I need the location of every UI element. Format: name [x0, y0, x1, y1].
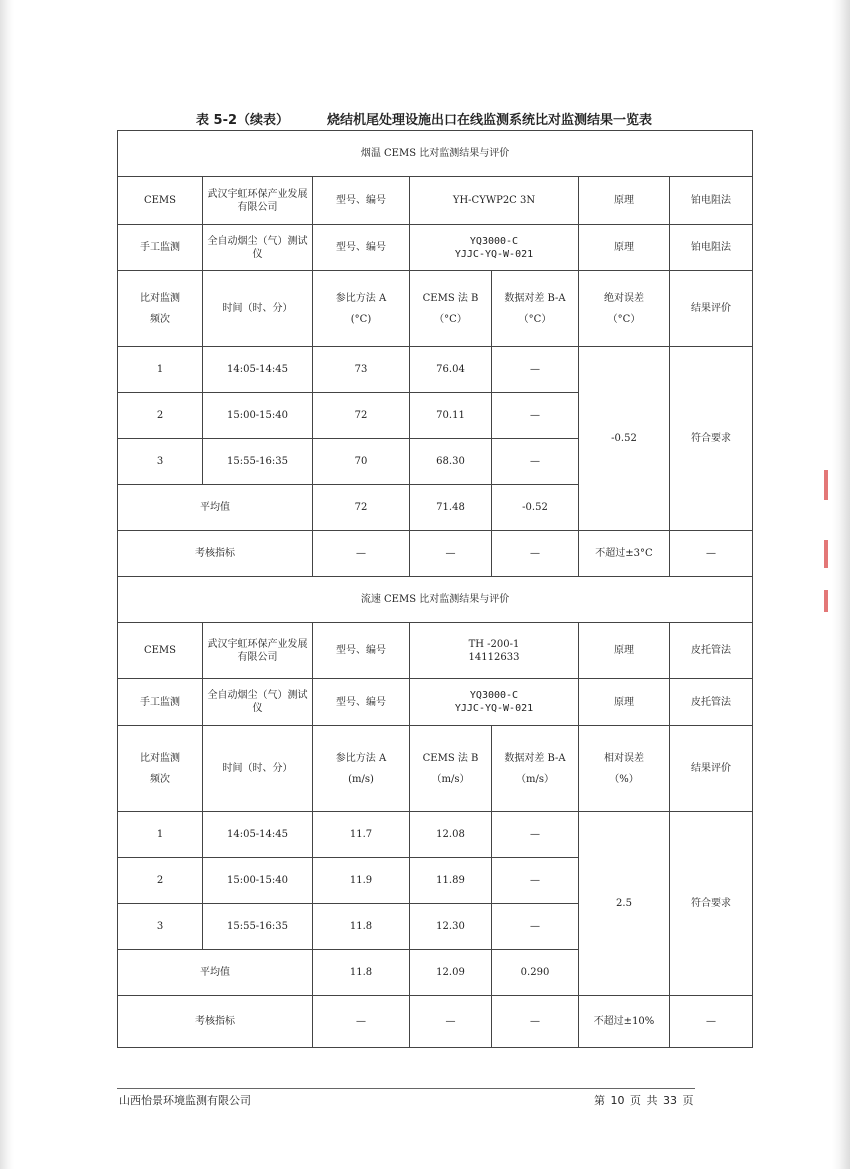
principle-value: 皮托管法: [670, 679, 753, 726]
page-number: 第 10 页 共 33 页: [594, 1094, 694, 1107]
cems-model: YH-CYWP2C 3N: [410, 177, 579, 225]
seal-stain: [824, 590, 828, 612]
principle-label: 原理: [579, 225, 670, 271]
time-header: 时间（时、分）: [203, 726, 313, 812]
manual-model: YQ3000-C YJJC-YQ-W-021: [410, 679, 579, 726]
diff-cell: —: [492, 858, 579, 904]
error-value: -0.52: [579, 347, 670, 531]
principle-label: 原理: [579, 623, 670, 679]
diff-cell: -0.52: [492, 485, 579, 531]
principle-value: 铂电阻法: [670, 225, 753, 271]
criteria-cell: —: [313, 531, 410, 577]
seal-stain: [824, 470, 828, 500]
principle-value: 皮托管法: [670, 623, 753, 679]
section-header-row: [118, 577, 753, 623]
time-cell: 14:05-14:45: [203, 347, 313, 393]
ref-method-header: 参比方法 A (°C): [313, 271, 410, 347]
criteria-cell: —: [492, 996, 579, 1048]
manual-model: YQ3000-C YJJC-YQ-W-021: [410, 225, 579, 271]
comparison-table: [117, 130, 753, 1048]
time-cell: 15:55-16:35: [203, 439, 313, 485]
principle-label: 原理: [579, 679, 670, 726]
cems-value-cell: 12.08: [410, 812, 492, 858]
cems-label: CEMS: [118, 623, 203, 679]
freq-header: 比对监测 频次: [118, 271, 203, 347]
error-header: 相对误差 （%）: [579, 726, 670, 812]
criteria-limit: 不超过±10%: [579, 996, 670, 1048]
criteria-cell: —: [492, 531, 579, 577]
ref-value-cell: 72: [313, 485, 410, 531]
manual-label: 手工监测: [118, 679, 203, 726]
time-cell: 15:55-16:35: [203, 904, 313, 950]
principle-label: 原理: [579, 177, 670, 225]
cems-value-cell: 70.11: [410, 393, 492, 439]
footer-company: 山西怡景环境监测有限公司: [119, 1094, 251, 1107]
manual-device: 全自动烟尘（气）测试仪: [203, 225, 313, 271]
model-label: 型号、编号: [313, 623, 410, 679]
cems-maker: 武汉宇虹环保产业发展有限公司: [203, 177, 313, 225]
criteria-limit: 不超过±3°C: [579, 531, 670, 577]
result-header: 结果评价: [670, 271, 753, 347]
ref-value-cell: 72: [313, 393, 410, 439]
criteria-cell: —: [670, 996, 753, 1048]
model-label: 型号、编号: [313, 679, 410, 726]
cems-label: CEMS: [118, 177, 203, 225]
criteria-row: [118, 531, 753, 577]
diff-header: 数据对差 B-A （°C）: [492, 271, 579, 347]
cems-method-header: CEMS 法 B （m/s）: [410, 726, 492, 812]
ref-value-cell: 11.8: [313, 904, 410, 950]
manual-device: 全自动烟尘（气）测试仪: [203, 679, 313, 726]
cems-info-row: [118, 177, 753, 225]
principle-value: 铂电阻法: [670, 177, 753, 225]
model-label: 型号、编号: [313, 225, 410, 271]
diff-cell: —: [492, 904, 579, 950]
cems-method-header: CEMS 法 B （°C）: [410, 271, 492, 347]
diff-cell: —: [492, 393, 579, 439]
column-header-row: [118, 726, 753, 812]
cems-info-row: [118, 623, 753, 679]
average-label: 平均值: [118, 950, 313, 996]
seal-stain: [824, 540, 828, 568]
cems-value-cell: 12.09: [410, 950, 492, 996]
freq-cell: 1: [118, 347, 203, 393]
criteria-cell: —: [313, 996, 410, 1048]
cems-value-cell: 12.30: [410, 904, 492, 950]
ref-value-cell: 11.9: [313, 858, 410, 904]
error-value: 2.5: [579, 812, 670, 996]
footer-rule: [117, 1088, 695, 1089]
cems-model: TH -200-1 14112633: [410, 623, 579, 679]
time-header: 时间（时、分）: [203, 271, 313, 347]
cems-maker: 武汉宇虹环保产业发展有限公司: [203, 623, 313, 679]
freq-cell: 3: [118, 439, 203, 485]
section-title: 烟温 CEMS 比对监测结果与评价: [118, 131, 753, 177]
section-header-row: [118, 131, 753, 177]
diff-cell: —: [492, 812, 579, 858]
table-number: 表 5-2（续表）: [196, 113, 290, 128]
column-header-row: [118, 271, 753, 347]
criteria-cell: —: [410, 531, 492, 577]
result-value: 符合要求: [670, 812, 753, 996]
cems-value-cell: 76.04: [410, 347, 492, 393]
freq-cell: 2: [118, 393, 203, 439]
freq-cell: 2: [118, 858, 203, 904]
criteria-label: 考核指标: [118, 996, 313, 1048]
model-label: 型号、编号: [313, 177, 410, 225]
ref-value-cell: 11.8: [313, 950, 410, 996]
manual-info-row: [118, 225, 753, 271]
table-caption: [196, 109, 696, 127]
ref-method-header: 参比方法 A (m/s): [313, 726, 410, 812]
scan-shadow-left: [0, 0, 14, 1169]
criteria-row: [118, 996, 753, 1048]
average-label: 平均值: [118, 485, 313, 531]
criteria-cell: —: [670, 531, 753, 577]
diff-cell: —: [492, 439, 579, 485]
cems-value-cell: 71.48: [410, 485, 492, 531]
result-value: 符合要求: [670, 347, 753, 531]
freq-header: 比对监测 频次: [118, 726, 203, 812]
result-header: 结果评价: [670, 726, 753, 812]
freq-cell: 3: [118, 904, 203, 950]
scan-shadow-right: [832, 0, 850, 1169]
cems-value-cell: 11.89: [410, 858, 492, 904]
manual-info-row: [118, 679, 753, 726]
time-cell: 15:00-15:40: [203, 393, 313, 439]
section-title: 流速 CEMS 比对监测结果与评价: [118, 577, 753, 623]
table-title: 烧结机尾处理设施出口在线监测系统比对监测结果一览表: [327, 113, 653, 128]
ref-value-cell: 70: [313, 439, 410, 485]
diff-cell: —: [492, 347, 579, 393]
criteria-label: 考核指标: [118, 531, 313, 577]
time-cell: 15:00-15:40: [203, 858, 313, 904]
error-header: 绝对误差 （°C）: [579, 271, 670, 347]
ref-value-cell: 11.7: [313, 812, 410, 858]
diff-header: 数据对差 B-A （m/s）: [492, 726, 579, 812]
diff-cell: 0.290: [492, 950, 579, 996]
time-cell: 14:05-14:45: [203, 812, 313, 858]
freq-cell: 1: [118, 812, 203, 858]
cems-value-cell: 68.30: [410, 439, 492, 485]
table-row: [118, 347, 753, 393]
ref-value-cell: 73: [313, 347, 410, 393]
table-row: [118, 812, 753, 858]
criteria-cell: —: [410, 996, 492, 1048]
manual-label: 手工监测: [118, 225, 203, 271]
